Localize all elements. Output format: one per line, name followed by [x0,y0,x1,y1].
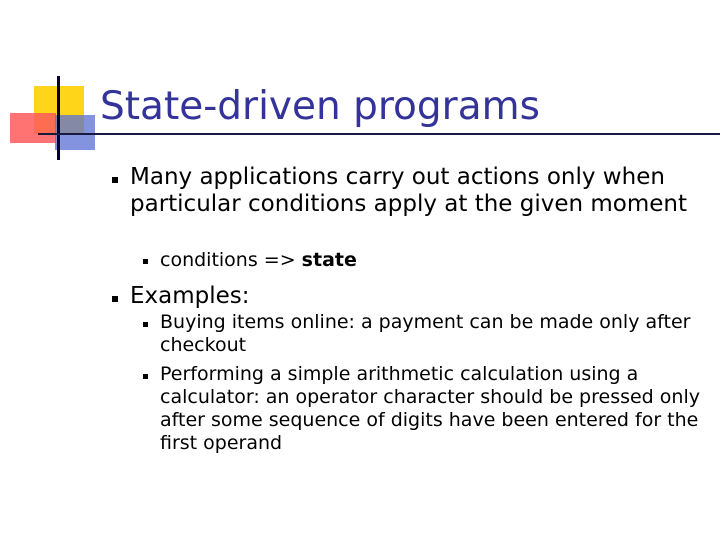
sub-bullet-text: Performing a simple arithmetic calculation using a calculator: an operator character should be pressed only after some sequence of digits have been entered for the first operand [160,363,700,454]
bullet-text: Examples: [130,283,250,309]
logo-red-square [10,113,56,143]
bullet-text: Many applications carry out actions only when particular conditions apply at the given moment [130,164,688,217]
title-underline [38,133,720,135]
square-bullet-icon [143,374,148,379]
logo-vertical-line [57,76,60,160]
square-bullet-icon [112,296,118,302]
slide-title: State-driven programs [100,84,540,129]
square-bullet-icon [143,322,148,327]
square-bullet-icon [112,177,118,183]
square-bullet-icon [143,259,148,264]
sub-bullet-text [160,249,700,272]
sub-bullet-bold: state [301,249,357,271]
sub-bullet-prefix: conditions => [160,249,302,271]
sub-bullet-text: Buying items online: a payment can be made only after checkout [160,311,691,356]
